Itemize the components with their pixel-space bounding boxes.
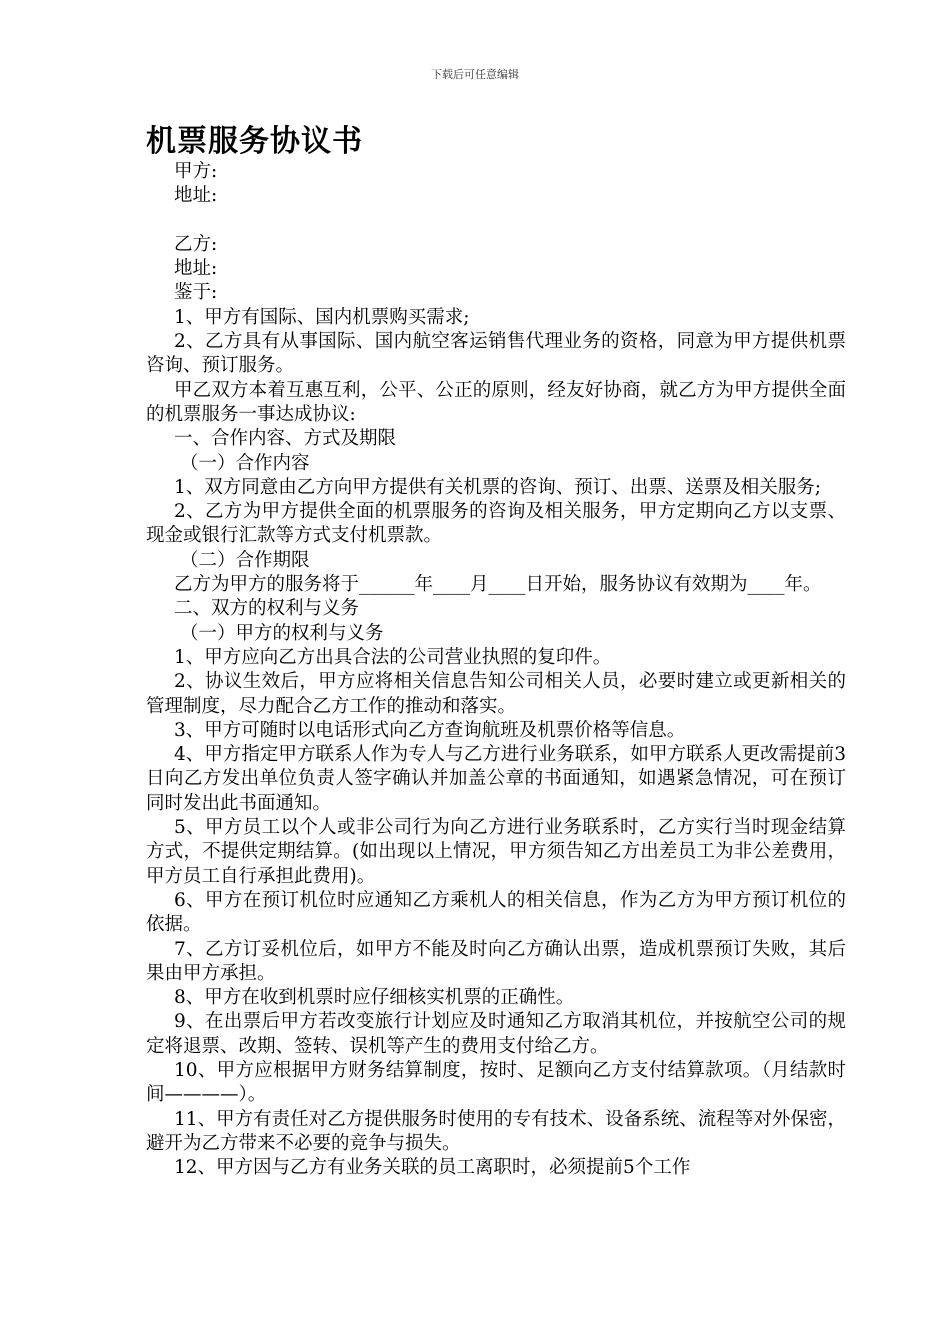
paragraph: 1、甲方应向乙方出具合法的公司营业执照的复印件。 [174, 646, 612, 668]
subsection-heading: （一）合作内容 [180, 452, 310, 474]
section-heading: 一、合作内容、方式及期限 [174, 428, 397, 450]
paragraph: 乙方为甲方的服务将于______年____月____日开始，服务协议有效期为____年。 [174, 574, 822, 596]
paragraph: 1、甲方有国际、国内机票购买需求; [174, 306, 470, 328]
document-title: 机票服务协议书 [146, 124, 363, 159]
party-a-address-label: 地址: [174, 185, 218, 207]
paragraph: 9、在出票后甲方若改变旅行计划应及时通知乙方取消其机位，并按航空公司的规定将退票、改期、签转、误机等产生的费用支付给乙方。 [146, 1011, 846, 1057]
paragraph: 7、乙方订妥机位后，如甲方不能及时向乙方确认出票，造成机票预订失败，其后果由甲方承担。 [146, 938, 846, 984]
paragraph: 甲乙双方本着互惠互利，公平、公正的原则，经友好协商，就乙方为甲方提供全面的机票服务一事达成协议: [146, 379, 846, 425]
section-heading: 二、双方的权利与义务 [174, 598, 360, 620]
header-note: 下载后可任意编辑 [431, 68, 519, 81]
paragraph: 2、乙方为甲方提供全面的机票服务的咨询及相关服务，甲方定期向乙方以支票、现金或银行汇款等方式支付机票款。 [146, 501, 846, 547]
paragraph: 2、乙方具有从事国际、国内航空客运销售代理业务的资格，同意为甲方提供机票咨询、预订服务。 [146, 331, 846, 377]
paragraph: 4、甲方指定甲方联系人作为专人与乙方进行业务联系，如甲方联系人更改需提前3日向乙方发出单位负责人签字确认并加盖公章的书面通知，如遇紧急情况，可在预订同时发出此书面通知。 [146, 744, 846, 814]
whereas-label: 鉴于: [174, 282, 218, 304]
subsection-heading: （一）甲方的权利与义务 [180, 622, 384, 644]
party-a-label: 甲方: [174, 161, 218, 182]
blank-line [146, 209, 846, 233]
paragraph: 8、甲方在收到机票时应仔细核实机票的正确性。 [174, 987, 575, 1009]
paragraph: 3、甲方可随时以电话形式向乙方查询航班及机票价格等信息。 [174, 719, 686, 741]
subsection-heading: （二）合作期限 [180, 549, 310, 571]
paragraph: 6、甲方在预订机位时应通知乙方乘机人的相关信息，作为乙方为甲方预订机位的依据。 [146, 889, 846, 936]
document-body [146, 160, 846, 1180]
party-b-label: 乙方: [174, 233, 218, 255]
paragraph: 5、甲方员工以个人或非公司行为向乙方进行业务联系时，乙方实行当时现金结算方式，不提供定期结算。(如出现以上情况，甲方须告知乙方出差员工为非公差费用，甲方员工自行承担此费用)。 [146, 817, 846, 887]
paragraph: 2、协议生效后，甲方应将相关信息告知公司相关人员，必要时建立或更新相关的管理制度，尽力配合乙方工作的推动和落实。 [146, 671, 846, 717]
paragraph: 11、甲方有责任对乙方提供服务时使用的专有技术、设备系统、流程等对外保密，避开为乙方带来不必要的竞争与损失。 [146, 1108, 846, 1154]
paragraph: 10、甲方应根据甲方财务结算制度，按时、足额向乙方支付结算款项。（月结款时间————）。 [146, 1059, 846, 1106]
party-b-address-label: 地址: [174, 258, 218, 280]
paragraph: 1、双方同意由乙方向甲方提供有关机票的咨询、预订、出票、送票及相关服务; [174, 476, 822, 498]
paragraph: 12、甲方因与乙方有业务关联的员工离职时，必须提前5个工作 [174, 1157, 691, 1179]
